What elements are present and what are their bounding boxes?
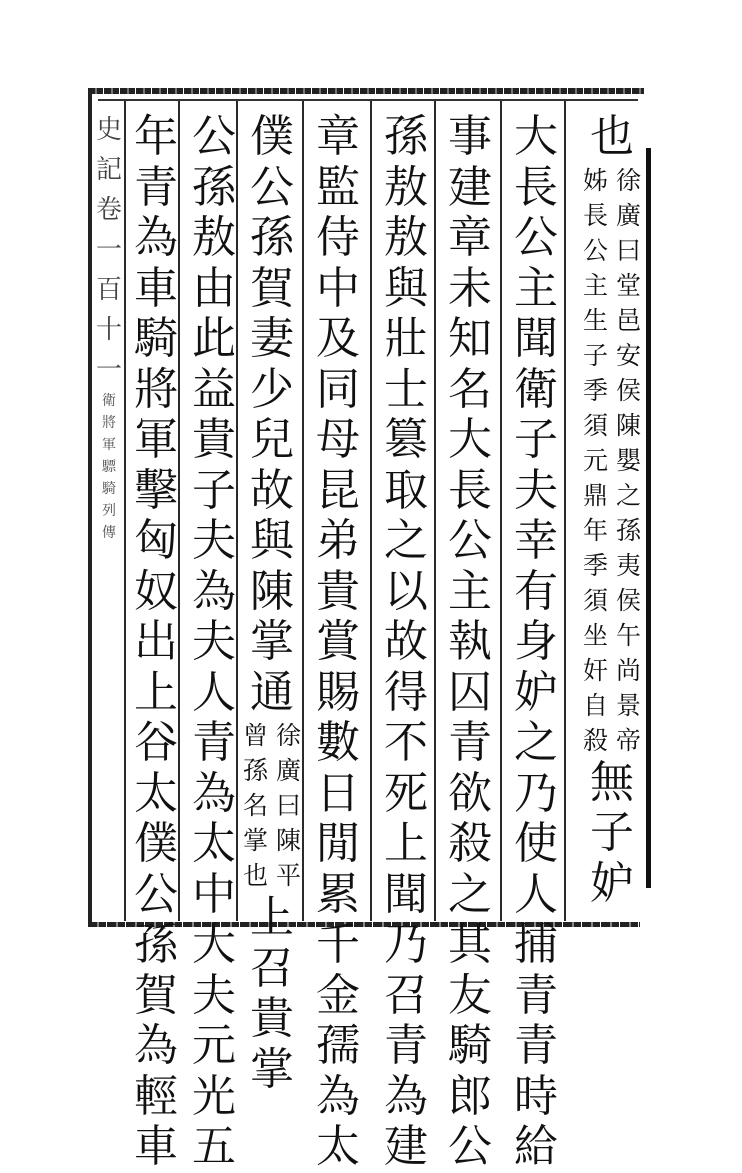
commentary-char: 主	[582, 270, 608, 300]
margin-small-char: 列	[102, 503, 116, 519]
main-char: 不	[384, 717, 428, 768]
text-column	[442, 112, 498, 1173]
main-char: 長	[514, 161, 558, 213]
main-char: 掌	[250, 616, 294, 667]
main-char: 篡	[384, 414, 428, 465]
main-char: 車	[134, 1121, 178, 1172]
main-char: 騎	[448, 1020, 492, 1071]
main-char: 給	[514, 1121, 558, 1172]
main-char: 夫	[192, 515, 236, 566]
main-char: 閒	[316, 818, 360, 869]
main-char: 元	[192, 1020, 236, 1071]
main-char: 貴	[250, 993, 294, 1044]
main-char: 為	[192, 767, 236, 819]
commentary-char: 平	[276, 861, 302, 890]
main-char: 召	[384, 969, 428, 1021]
margin-char: 一	[95, 355, 122, 385]
text-column	[584, 112, 640, 909]
commentary-char: 須	[582, 585, 608, 615]
main-char: 得	[384, 666, 428, 718]
main-char: 敖	[384, 212, 428, 263]
main-char: 捕	[514, 919, 558, 970]
main-char: 同	[316, 363, 360, 415]
commentary-char: 曰	[276, 791, 302, 820]
margin-char: 百	[95, 275, 122, 305]
main-char: 孫	[192, 161, 236, 213]
main-char: 為	[384, 1070, 428, 1122]
main-char: 建	[384, 1121, 428, 1172]
main-char: 夫	[514, 464, 558, 516]
main-char: 故	[250, 464, 294, 516]
main-char: 大	[192, 919, 236, 970]
commentary-char: 夷	[616, 550, 642, 580]
main-char: 知	[448, 313, 492, 364]
main-char: 軍	[134, 414, 178, 465]
main-text-run	[590, 112, 634, 163]
main-char: 身	[514, 616, 558, 667]
main-char: 青	[514, 969, 558, 1021]
main-char: 乃	[514, 767, 558, 819]
main-char: 日	[316, 767, 360, 819]
main-char: 掌	[250, 1043, 294, 1095]
margin-char: 卷	[95, 195, 122, 225]
main-char: 幸	[514, 515, 558, 566]
main-char: 益	[192, 363, 236, 415]
main-char: 中	[192, 868, 236, 920]
margin-char: 記	[95, 155, 122, 185]
main-char: 士	[384, 363, 428, 415]
main-char: 聞	[384, 868, 428, 920]
main-char: 子	[514, 414, 558, 465]
main-char: 青	[134, 161, 178, 213]
main-char: 主	[448, 565, 492, 617]
text-column	[378, 112, 434, 1173]
main-char: 光	[192, 1070, 236, 1122]
margin-small-char: 傳	[102, 525, 116, 541]
main-char: 輕	[134, 1070, 178, 1122]
main-char: 囚	[448, 666, 492, 718]
main-char: 為	[192, 565, 236, 617]
main-char: 大	[448, 414, 492, 465]
commentary-char: 掌	[242, 826, 268, 855]
margin-column	[94, 110, 124, 544]
commentary-char: 尚	[616, 655, 642, 685]
commentary-char: 之	[616, 480, 642, 510]
main-char: 之	[384, 515, 428, 566]
main-char: 奴	[134, 565, 178, 617]
commentary-char: 長	[582, 200, 608, 230]
main-char: 上	[384, 818, 428, 869]
main-char: 為	[316, 1070, 360, 1122]
main-char: 將	[134, 363, 178, 415]
main-char: 其	[448, 919, 492, 970]
main-char: 公	[448, 515, 492, 566]
commentary-char: 坐	[582, 620, 608, 650]
main-char: 此	[192, 313, 236, 364]
main-char: 母	[316, 414, 360, 465]
commentary-char: 名	[242, 791, 268, 820]
commentary-char: 曾	[242, 721, 268, 750]
commentary-char: 須	[582, 410, 608, 440]
commentary-char: 元	[582, 445, 608, 475]
main-char: 僕	[134, 818, 178, 869]
main-char: 上	[134, 666, 178, 718]
commentary-char: 也	[242, 861, 268, 890]
commentary-pair	[582, 163, 642, 758]
main-char: 人	[192, 666, 236, 718]
main-char: 殺	[448, 818, 492, 869]
commentary-char: 侯	[616, 585, 642, 615]
main-text-run	[384, 112, 428, 1173]
commentary-char: 徐	[616, 165, 642, 195]
main-char: 孫	[384, 111, 428, 162]
commentary-char: 姊	[582, 165, 608, 195]
main-char: 主	[514, 262, 558, 314]
main-char: 少	[250, 363, 294, 415]
column-rule	[124, 101, 126, 921]
main-char: 侍	[316, 212, 360, 263]
main-char: 也	[590, 111, 634, 162]
commentary-char: 年	[582, 515, 608, 545]
main-char: 公	[514, 212, 558, 263]
commentary-char: 孫	[242, 756, 268, 785]
main-char: 取	[384, 464, 428, 516]
main-char: 青	[514, 1020, 558, 1071]
frame-right-border	[646, 148, 651, 888]
main-char: 為	[134, 212, 178, 263]
commentary-char: 鼎	[582, 480, 608, 510]
frame-top-border	[88, 88, 644, 94]
main-char: 年	[134, 111, 178, 162]
main-char: 谷	[134, 717, 178, 768]
main-char: 章	[448, 212, 492, 263]
main-char: 賀	[134, 969, 178, 1021]
commentary-char: 曰	[616, 235, 642, 265]
commentary-char: 子	[582, 340, 608, 370]
main-text-run	[250, 112, 294, 718]
main-char: 公	[192, 111, 236, 162]
main-char: 為	[134, 1020, 178, 1071]
main-char: 孫	[250, 212, 294, 263]
margin-char: 一	[95, 235, 122, 265]
text-column	[128, 112, 184, 1173]
main-char: 千	[316, 919, 360, 970]
commentary-char: 殺	[582, 725, 608, 755]
main-char: 貴	[192, 414, 236, 465]
main-char: 大	[514, 111, 558, 162]
main-char: 人	[514, 868, 558, 920]
main-char: 公	[134, 868, 178, 920]
margin-small-char: 軍	[102, 437, 116, 453]
column-rule	[370, 101, 372, 921]
commentary-char: 季	[582, 375, 608, 405]
main-char: 以	[384, 565, 428, 617]
main-char: 使	[514, 818, 558, 869]
margin-char: 十	[95, 315, 122, 345]
main-text-run	[250, 893, 294, 1095]
column-rule	[434, 101, 436, 921]
main-char: 乃	[384, 919, 428, 970]
main-char: 五	[192, 1121, 236, 1172]
main-char: 昆	[316, 464, 360, 516]
main-char: 子	[590, 807, 634, 858]
main-text-run	[448, 112, 492, 1173]
commentary-char: 堂	[616, 270, 642, 300]
column-rule	[302, 101, 304, 921]
main-char: 青	[384, 1020, 428, 1071]
main-char: 夫	[192, 616, 236, 667]
margin-char: 史	[95, 115, 122, 145]
main-char: 妒	[514, 666, 558, 718]
column-rule	[500, 101, 502, 921]
main-char: 故	[384, 616, 428, 667]
main-char: 金	[316, 969, 360, 1021]
main-char: 太	[134, 767, 178, 819]
main-char: 太	[316, 1121, 360, 1172]
main-text-run	[192, 112, 236, 1173]
main-char: 聞	[514, 313, 558, 364]
frame-left-border	[88, 92, 92, 926]
main-char: 章	[316, 111, 360, 162]
main-char: 公	[250, 161, 294, 213]
main-char: 上	[250, 892, 294, 943]
main-char: 出	[134, 616, 178, 667]
main-char: 監	[316, 161, 360, 213]
main-char: 子	[192, 464, 236, 516]
main-char: 太	[192, 818, 236, 869]
main-char: 衛	[514, 363, 558, 415]
text-column	[244, 112, 300, 1095]
commentary-char: 奸	[582, 655, 608, 685]
main-text-run	[514, 112, 558, 1173]
main-char: 貴	[316, 565, 360, 617]
commentary-char: 嬰	[616, 445, 642, 475]
main-char: 公	[448, 1121, 492, 1172]
commentary-char: 午	[616, 620, 642, 650]
main-char: 通	[250, 666, 294, 718]
main-char: 累	[316, 868, 360, 920]
main-char: 時	[514, 1070, 558, 1122]
main-char: 騎	[134, 313, 178, 364]
main-char: 郎	[448, 1070, 492, 1122]
commentary-char: 邑	[616, 305, 642, 335]
main-char: 青	[192, 717, 236, 768]
commentary-pair	[242, 718, 302, 893]
main-char: 敖	[192, 212, 236, 263]
main-char: 名	[448, 363, 492, 415]
main-char: 兒	[250, 414, 294, 465]
main-char: 壯	[384, 313, 428, 364]
main-text-run	[590, 758, 634, 910]
commentary-char: 景	[616, 690, 642, 720]
commentary-char: 廣	[276, 756, 302, 785]
main-char: 長	[448, 464, 492, 516]
main-char: 與	[384, 262, 428, 314]
text-column	[508, 112, 564, 1173]
main-char: 敖	[384, 161, 428, 213]
commentary-char: 徐	[276, 721, 302, 750]
main-char: 由	[192, 262, 236, 314]
text-column	[310, 112, 366, 1173]
main-text-run	[316, 112, 360, 1173]
commentary-right-line	[276, 718, 301, 893]
main-char: 無	[590, 756, 634, 808]
main-char: 與	[250, 515, 294, 566]
main-char: 有	[514, 565, 558, 617]
main-char: 僕	[250, 111, 294, 162]
commentary-char: 安	[616, 340, 642, 370]
main-char: 擊	[134, 464, 178, 516]
main-char: 友	[448, 969, 492, 1021]
margin-small-char: 將	[102, 415, 116, 431]
main-text-run	[134, 112, 178, 1173]
commentary-char: 侯	[616, 375, 642, 405]
commentary-char: 公	[582, 235, 608, 265]
margin-small-char: 衛	[102, 393, 116, 409]
main-char: 車	[134, 262, 178, 314]
commentary-left-line	[583, 163, 608, 758]
commentary-char: 陳	[616, 410, 642, 440]
main-char: 夫	[192, 969, 236, 1021]
commentary-char: 季	[582, 550, 608, 580]
commentary-char: 陳	[276, 826, 302, 855]
commentary-char: 生	[582, 305, 608, 335]
margin-small-char: 驃	[102, 459, 116, 475]
commentary-char: 孫	[616, 515, 642, 545]
main-char: 未	[448, 262, 492, 314]
main-char: 欲	[448, 767, 492, 819]
commentary-left-line	[243, 718, 268, 893]
commentary-right-line	[616, 163, 641, 758]
main-char: 弟	[316, 515, 360, 566]
main-char: 賜	[316, 666, 360, 718]
main-char: 妻	[250, 313, 294, 364]
commentary-char: 自	[582, 690, 608, 720]
margin-small-char: 騎	[102, 481, 116, 497]
commentary-char: 廣	[616, 200, 642, 230]
main-char: 死	[384, 767, 428, 819]
main-char: 中	[316, 262, 360, 314]
main-char: 孺	[316, 1020, 360, 1071]
main-char: 青	[448, 717, 492, 768]
main-char: 數	[316, 717, 360, 768]
main-char: 執	[448, 616, 492, 667]
main-char: 召	[250, 942, 294, 994]
main-char: 孫	[134, 919, 178, 970]
main-char: 及	[316, 313, 360, 364]
main-char: 之	[448, 868, 492, 920]
main-char: 之	[514, 717, 558, 768]
main-char: 妒	[590, 857, 634, 909]
commentary-char: 帝	[616, 725, 642, 755]
column-rule	[564, 101, 566, 921]
main-char: 事	[448, 111, 492, 162]
main-char: 匈	[134, 515, 178, 566]
main-char: 賀	[250, 262, 294, 314]
main-char: 建	[448, 161, 492, 213]
text-column	[186, 112, 242, 1173]
main-char: 陳	[250, 565, 294, 617]
main-char: 賞	[316, 616, 360, 667]
